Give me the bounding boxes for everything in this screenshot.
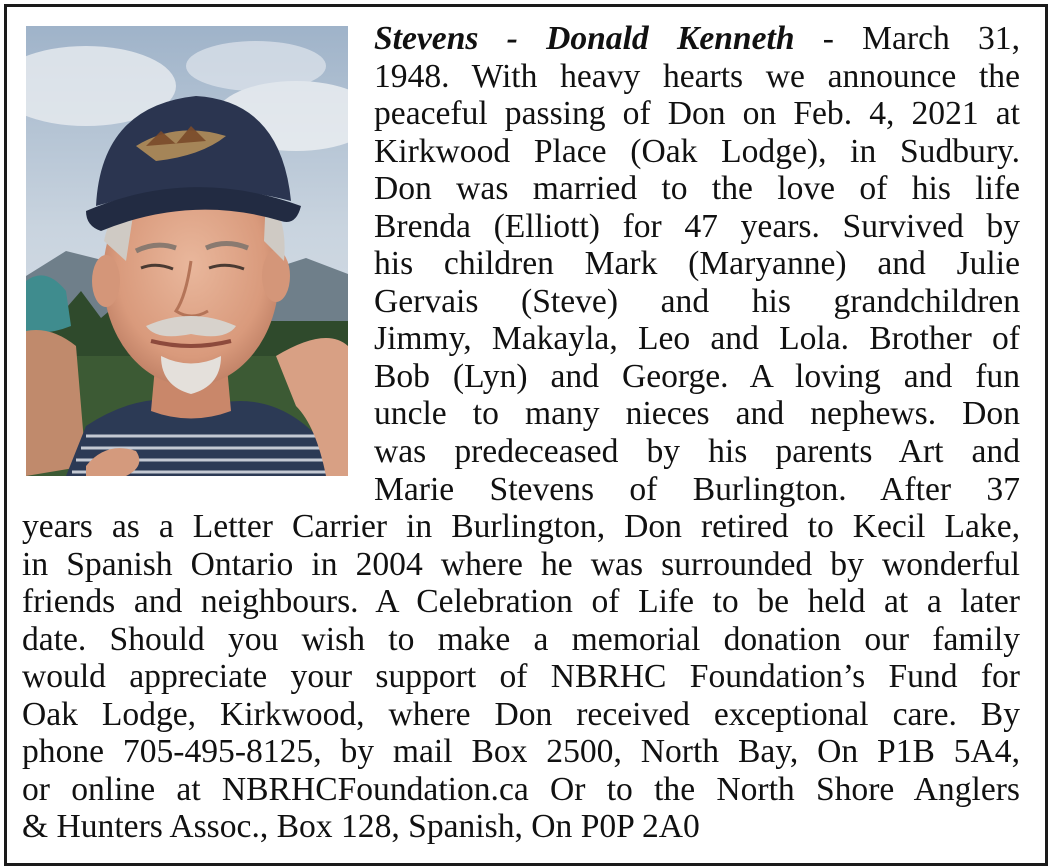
notice-line: or online at NBRHCFoundation.ca Or to the North Shore Anglers	[22, 770, 1020, 808]
notice-line: - March 31,	[794, 20, 1020, 57]
notice-line: peaceful passing of Don on Feb. 4, 2021 at	[374, 95, 1020, 133]
notice-line: in Spanish Ontario in 2004 where he was surrounded by wonderful	[22, 545, 1020, 583]
notice-line: his children Mark (Maryanne) and Julie	[374, 245, 1020, 283]
notice-line: Gervais (Steve) and his grandchildren	[374, 282, 1020, 320]
notice-line: uncle to many nieces and nephews. Don	[374, 395, 1020, 433]
notice-line: was predeceased by his parents Art and	[374, 433, 1020, 471]
notice-line: & Hunters Assoc., Box 128, Spanish, On P0P 2A0	[22, 808, 700, 846]
notice-line: Jimmy, Makayla, Leo and Lola. Brother of	[374, 320, 1020, 358]
notice-line: phone 705-495-8125, by mail Box 2500, North Bay, On P1B 5A4,	[22, 733, 1020, 771]
notice-line: friends and neighbours. A Celebration of Life to be held at a later	[22, 583, 1020, 621]
notice-line: Bob (Lyn) and George. A loving and fun	[374, 357, 1020, 395]
notice-line: Kirkwood Place (Oak Lodge), in Sudbury.	[374, 132, 1020, 170]
obituary-notice	[22, 20, 1020, 846]
notice-line: Brenda (Elliott) for 47 years. Survived by	[374, 207, 1020, 245]
deceased-name: Stevens - Donald Kenneth	[374, 20, 795, 57]
notice-line: Don was married to the love of his life	[374, 170, 1020, 208]
notice-line: 1948. With heavy hearts we announce the	[374, 57, 1020, 95]
notice-line: would appreciate your support of NBRHC Foundation’s Fund for	[22, 658, 1020, 696]
notice-line: Oak Lodge, Kirkwood, where Don received exceptional care. By	[22, 695, 1020, 733]
notice-line: Marie Stevens of Burlington. After 37	[374, 470, 1020, 508]
notice-line: date. Should you wish to make a memorial donation our family	[22, 620, 1020, 658]
portrait-illustration	[26, 26, 348, 476]
notice-line: years as a Letter Carrier in Burlington, Don retired to Kecil Lake,	[22, 508, 1020, 546]
portrait-photo	[26, 26, 348, 476]
